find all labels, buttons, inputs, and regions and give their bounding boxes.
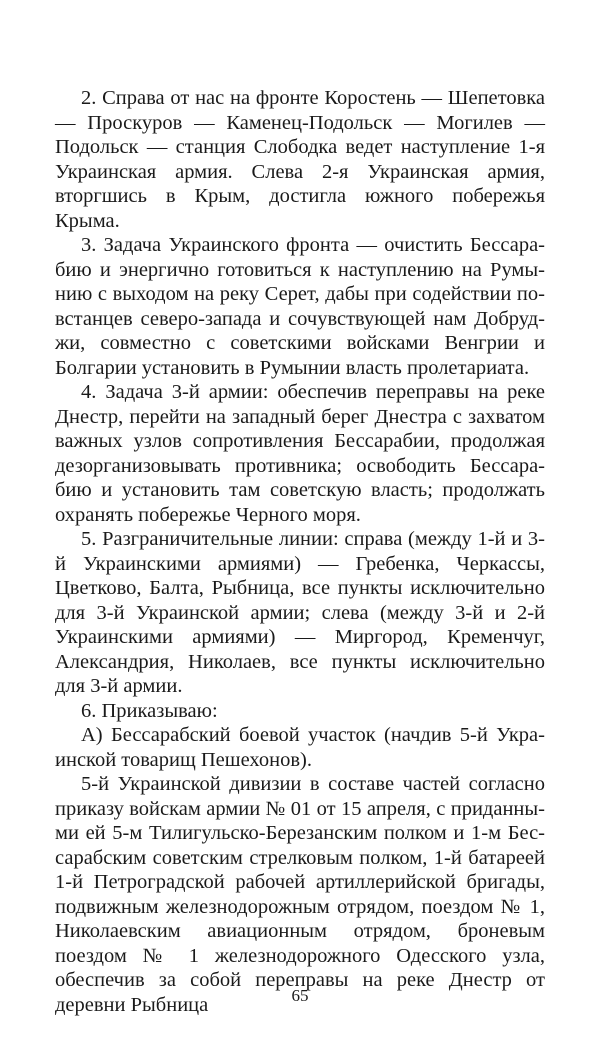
paragraph-4: 4. Задача 3-й армии: обеспечив переправы на реке Днестр, перейти на западный берег Днестра с захватом важных узлов сопротивления Бессарабии, продолжая дезорганизовывать противника; освободить Бессарабию и установить там советскую власть; продолжать охранять побережье Черного моря. [55, 381, 545, 526]
paragraph-5: 5. Разграничительные линии: справа (между 1-й и 3-й Украинскими армиями) — Гребенка, Черкассы, Цветково, Балта, Рыбница, все пункты исключительно для 3-й Украинской армии; слева (между 3-й и 2-й Украинскими армиями) — Миргород, Кременчуг, Александрия, Николаев, все пункты исключительно для 3-й армии. [55, 528, 545, 697]
paragraph-3: 3. Задача Украинского фронта — очистить Бессарабию и энергично готовиться к наступлению на Румынию с выходом на реку Серет, дабы при содействии повстанцев северо-запада и сочувствующей нам Добруджи, совместно с советскими войсками Венгрии и Болгарии установить в Румынии власть пролетариата. [55, 234, 545, 379]
paragraph-2: 2. Справа от нас на фронте Коростень — Шепетовка — Проскуров — Каменец-Подольск — Могилев — Подольск — станция Слободка ведет наступление 1-я Украинская армия. Слева 2-я Украинская армия, вторгшись в Крым, достигла южного побережья Крыма. [55, 87, 545, 232]
paragraph-division-orders: 5-й Украинской дивизии в составе частей согласно приказу войскам армии № 01 от 15 апреля, с приданными ей 5-м Тилигульско-Березанским полком и 1-м Бессарабским советским стрелковым полком, 1-й батареей 1-й Петроградской рабочей артиллерийской бригады, подвижным железнодорожным отрядом, поездом № 1, Николаевским авиационным отрядом, броневым поездом № 1 железнодорожного Одесского узла, обеспечив за собой переправы на реке Днестр от деревни Рыбница [55, 773, 545, 1016]
paragraph-6a: А) Бессарабский боевой участок (начдив 5-й Украинской товарищ Пешехонов). [55, 724, 545, 771]
paragraph-6: 6. Приказываю: [81, 699, 218, 722]
document-body [55, 86, 545, 1017]
page-number: 65 [291, 986, 309, 1005]
